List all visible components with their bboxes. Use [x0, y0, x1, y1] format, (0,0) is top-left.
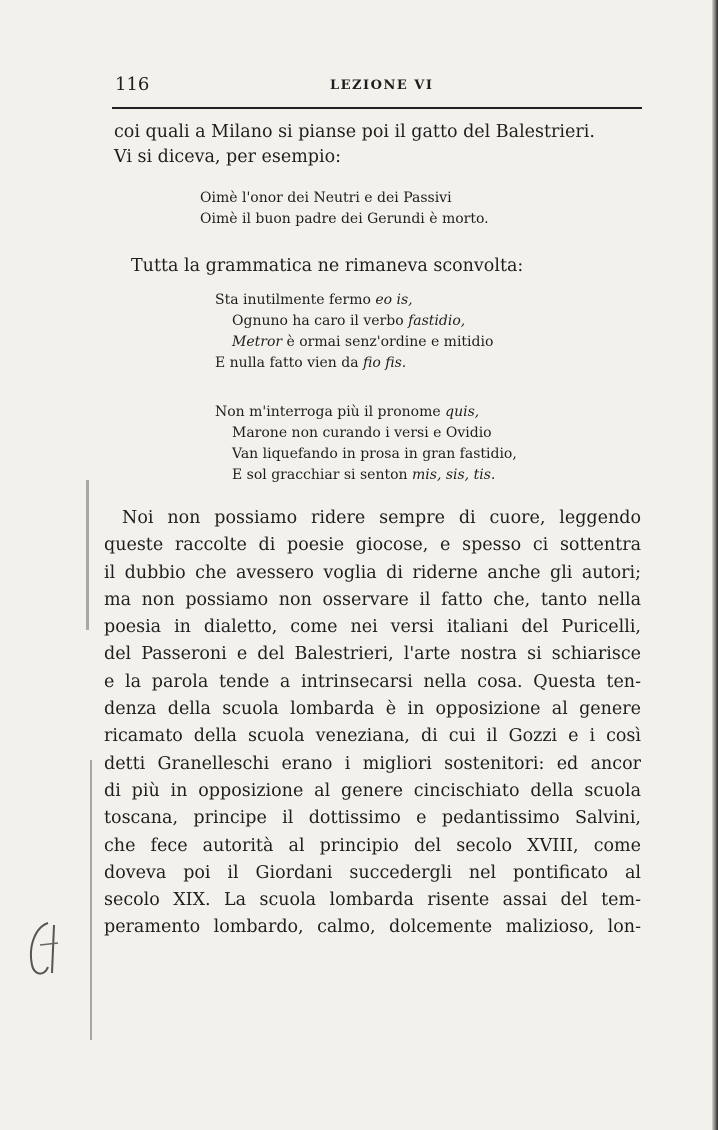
verse-block-3	[215, 402, 517, 486]
text-line: toscana, principe il dottissimo e pedantissimo Salvini,	[104, 808, 641, 829]
verse-line: Oimè l'onor dei Neutri e dei Passivi	[200, 190, 452, 206]
page-edge-shadow	[712, 0, 718, 1130]
text-line: ma non possiamo non osservare il fatto che, tanto nella	[104, 589, 641, 610]
text-line: Noi non possiamo ridere sempre di cuore, leggendo	[122, 508, 641, 528]
verse-block-2	[215, 290, 493, 374]
verse-line: Non m'interroga più il pronome quis,	[215, 404, 480, 420]
text-line: ricamato della scuola veneziana, di cui il Gozzi e i così	[104, 726, 641, 747]
verse-line: E nulla fatto vien da fio fis.	[215, 355, 407, 371]
margin-pencil-mark	[90, 760, 92, 1040]
body-paragraph	[104, 505, 641, 942]
text-line: detti Granelleschi erano i migliori sostenitori: ed ancor	[104, 753, 641, 774]
verse-line: Van liquefando in prosa in gran fastidio,	[232, 446, 517, 462]
text-line: queste raccolte di poesie giocose, e spesso ci sottentra	[104, 535, 641, 556]
intro-paragraph	[114, 120, 595, 170]
verse-line: Metror è ormai senz'ordine e mitidio	[232, 334, 494, 350]
verse-line: E sol gracchiar si senton mis, sis, tis.	[232, 467, 496, 483]
margin-pencil-mark	[86, 480, 89, 630]
text-line: e la parola tende a intrinsecarsi nella cosa. Questa ten-	[104, 671, 641, 692]
handwritten-annotation-icon	[18, 915, 68, 985]
text-line: peramento lombardo, calmo, dolcemente malizioso, lon-	[104, 917, 641, 938]
verse-line: Marone non curando i versi e Ovidio	[232, 425, 492, 441]
text-line: secolo XIX. La scuola lombarda risente assai del tem-	[104, 890, 641, 911]
text-line: doveva poi il Giordani succedergli nel pontificato al	[104, 862, 641, 883]
text-line: il dubbio che avessero voglia di riderne anche gli autori;	[104, 562, 641, 583]
text-line: poesia in dialetto, come nei versi italiani del Puricelli,	[104, 617, 641, 638]
verse-line: Ognuno ha caro il verbo fastidio,	[232, 313, 466, 329]
text-line: del Passeroni e del Balestrieri, l'arte nostra si schiarisce	[104, 644, 641, 665]
text-line: coi quali a Milano si pianse poi il gatto del Balestrieri.	[114, 122, 595, 142]
middle-line	[131, 254, 523, 279]
text-line: che fece autorità al principio del secolo XVIII, come	[104, 835, 641, 856]
text-line: Vi si diceva, per esempio:	[114, 147, 342, 167]
text-line: denza della scuola lombarda è in opposizione al genere	[104, 699, 641, 720]
page-header	[115, 74, 645, 100]
verse-block-1	[200, 188, 489, 230]
page-number: 116	[115, 74, 150, 95]
text-line: Tutta la grammatica ne rimaneva sconvolta:	[131, 256, 524, 276]
verse-line: Sta inutilmente fermo eo is,	[215, 292, 413, 308]
header-rule	[112, 107, 642, 109]
verse-line: Oimè il buon padre dei Gerundi è morto.	[200, 211, 489, 227]
text-line: di più in opposizione al genere cincischiato della scuola	[104, 780, 641, 801]
running-head: LEZIONE VI	[330, 78, 434, 93]
